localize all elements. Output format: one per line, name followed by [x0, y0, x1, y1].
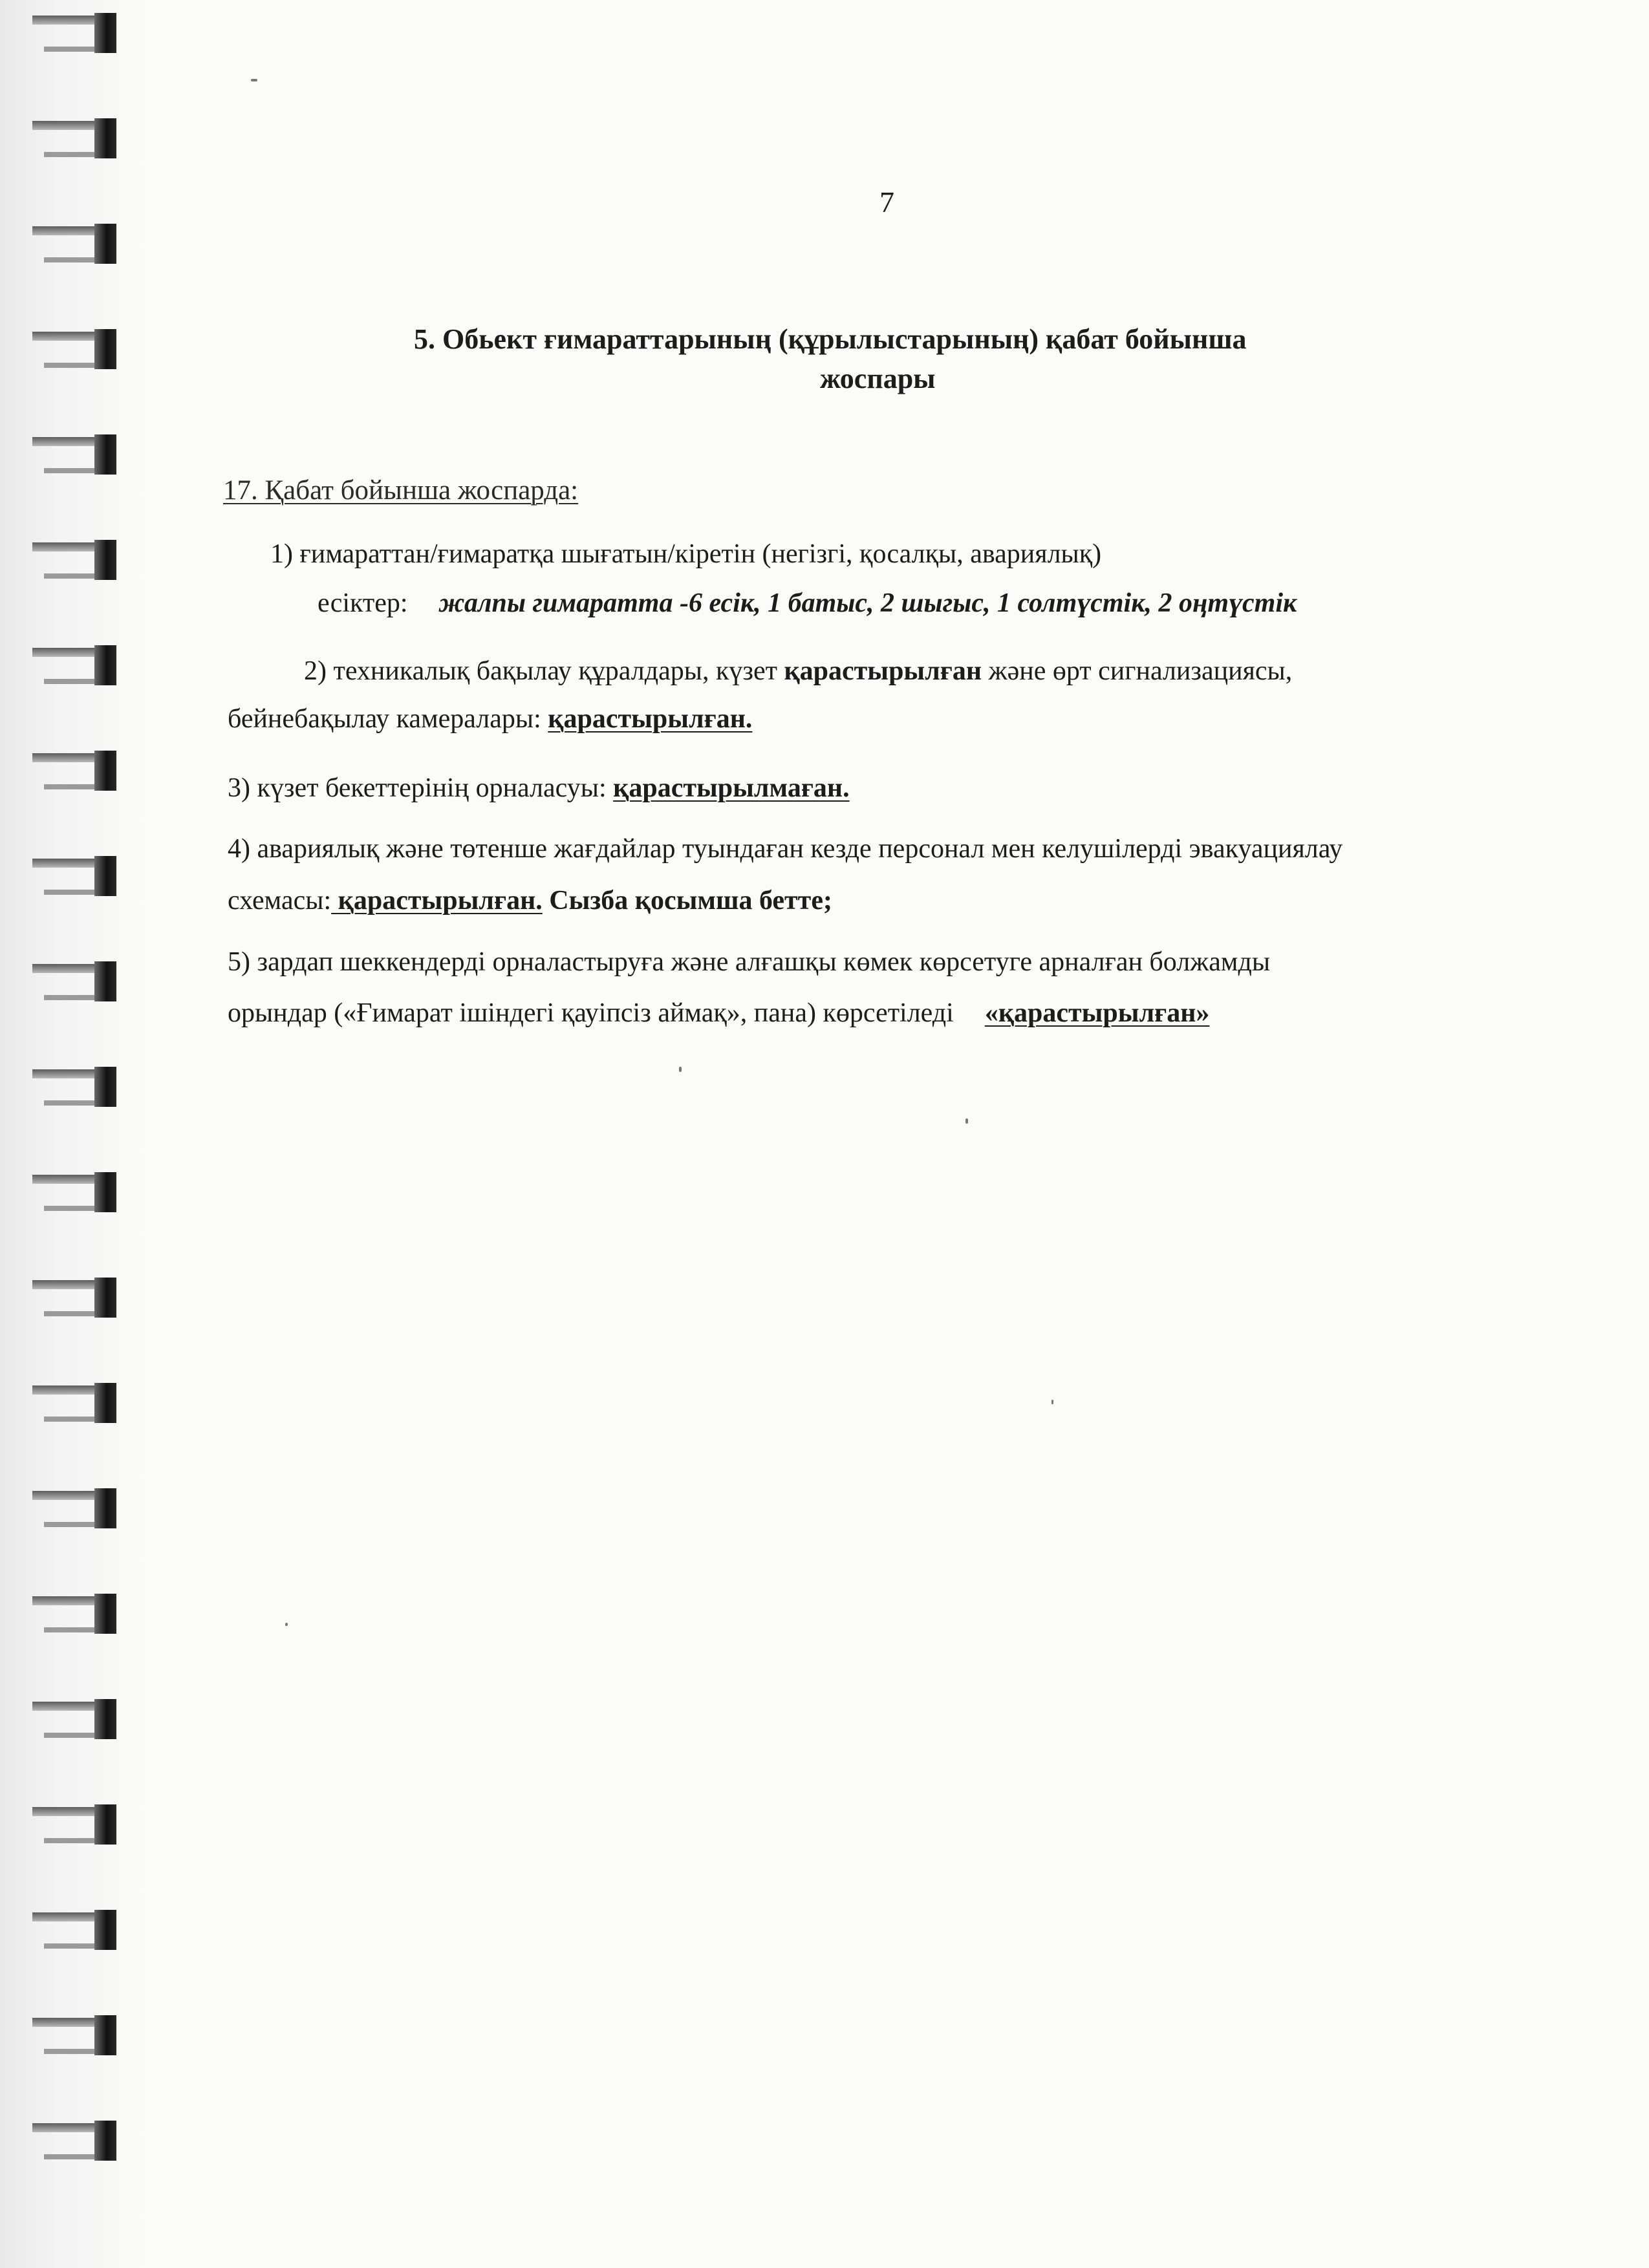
binding-ring	[32, 434, 116, 475]
binding-ring	[32, 540, 116, 580]
binding-ring	[32, 1910, 116, 1950]
item5-line2	[228, 1000, 1209, 1027]
item3-line	[228, 775, 850, 802]
item4-value: қарастырылған.	[331, 886, 543, 915]
item2-line1-text: 2) техникалық бақылау құралдары, күзет	[304, 656, 784, 686]
scan-speck	[285, 1623, 288, 1626]
binding-ring	[32, 1067, 116, 1107]
binding-ring	[32, 751, 116, 791]
scan-speck	[251, 79, 257, 81]
item5-line2-text: орындар («Ғимарат ішіндегі қауіпсіз аймақ», пана) көрсетіледі	[228, 998, 954, 1028]
item2-line2	[228, 705, 752, 733]
item5-value: «қарастырылған»	[984, 998, 1210, 1028]
binding-ring	[32, 118, 116, 158]
binding-ring	[32, 645, 116, 685]
binding-ring	[32, 2015, 116, 2055]
item1-value: жалпы гимаратта -6 есік, 1 батыс, 2 шыгыс, 1 солтүстік, 2 оңтүстік	[438, 588, 1297, 618]
scan-speck	[1051, 1400, 1053, 1404]
section-title-line1: 5. Обьект ғимараттарының (құрылыстарының) қабат бойынша	[414, 323, 1247, 355]
binding-ring	[32, 13, 116, 53]
scan-speck	[679, 1067, 682, 1072]
scan-speck	[965, 1118, 968, 1124]
item4-line1: 4) авариялық және төтенше жағдайлар туындаған кезде персонал мен келушілерді эвакуациялау	[228, 834, 1343, 864]
spiral-binding	[0, 0, 149, 2268]
binding-ring	[32, 2121, 116, 2161]
item4-line2-post: Сызба қосымша бетте;	[542, 886, 832, 915]
binding-ring	[32, 1594, 116, 1634]
item5-line1: 5) зардап шеккендерді орналастыруға және алғашқы көмек көрсетуге арналған болжамды	[228, 947, 1271, 977]
item3-text: 3) күзет бекеттерінің орналасуы:	[228, 773, 614, 803]
intro-line	[223, 476, 578, 504]
binding-ring	[32, 961, 116, 1001]
item4-line2	[228, 887, 832, 914]
section-title-line2: жоспары	[820, 363, 936, 394]
item2-line1-bold: қарастырылған	[784, 656, 982, 686]
item2-value: қарастырылған.	[548, 704, 753, 734]
binding-ring	[32, 329, 116, 369]
item1-line2	[318, 590, 1297, 617]
binding-ring	[32, 1699, 116, 1739]
binding-ring	[32, 1488, 116, 1528]
item2-line1-post: және өрт сигнализациясы,	[982, 656, 1293, 686]
page-number: 7	[879, 186, 894, 219]
binding-ring	[32, 856, 116, 896]
binding-ring	[32, 1383, 116, 1423]
item2-line2-text: бейнебақылау камералары:	[228, 704, 548, 734]
binding-ring	[32, 1278, 116, 1318]
item2-line1	[304, 658, 1292, 685]
item4-line2-text: схемасы:	[228, 886, 332, 915]
item1-line1: 1) ғимараттан/ғимаратқа шығатын/кіретін (негізгі, қосалқы, авариялық)	[270, 539, 1102, 569]
binding-ring	[32, 1804, 116, 1845]
binding-ring	[32, 224, 116, 264]
item3-value: қарастырылмаған.	[613, 773, 850, 803]
item1-label: есіктер:	[318, 588, 408, 618]
binding-ring	[32, 1172, 116, 1212]
intro-text: 17. Қабат бойынша жоспарда:	[223, 475, 579, 506]
